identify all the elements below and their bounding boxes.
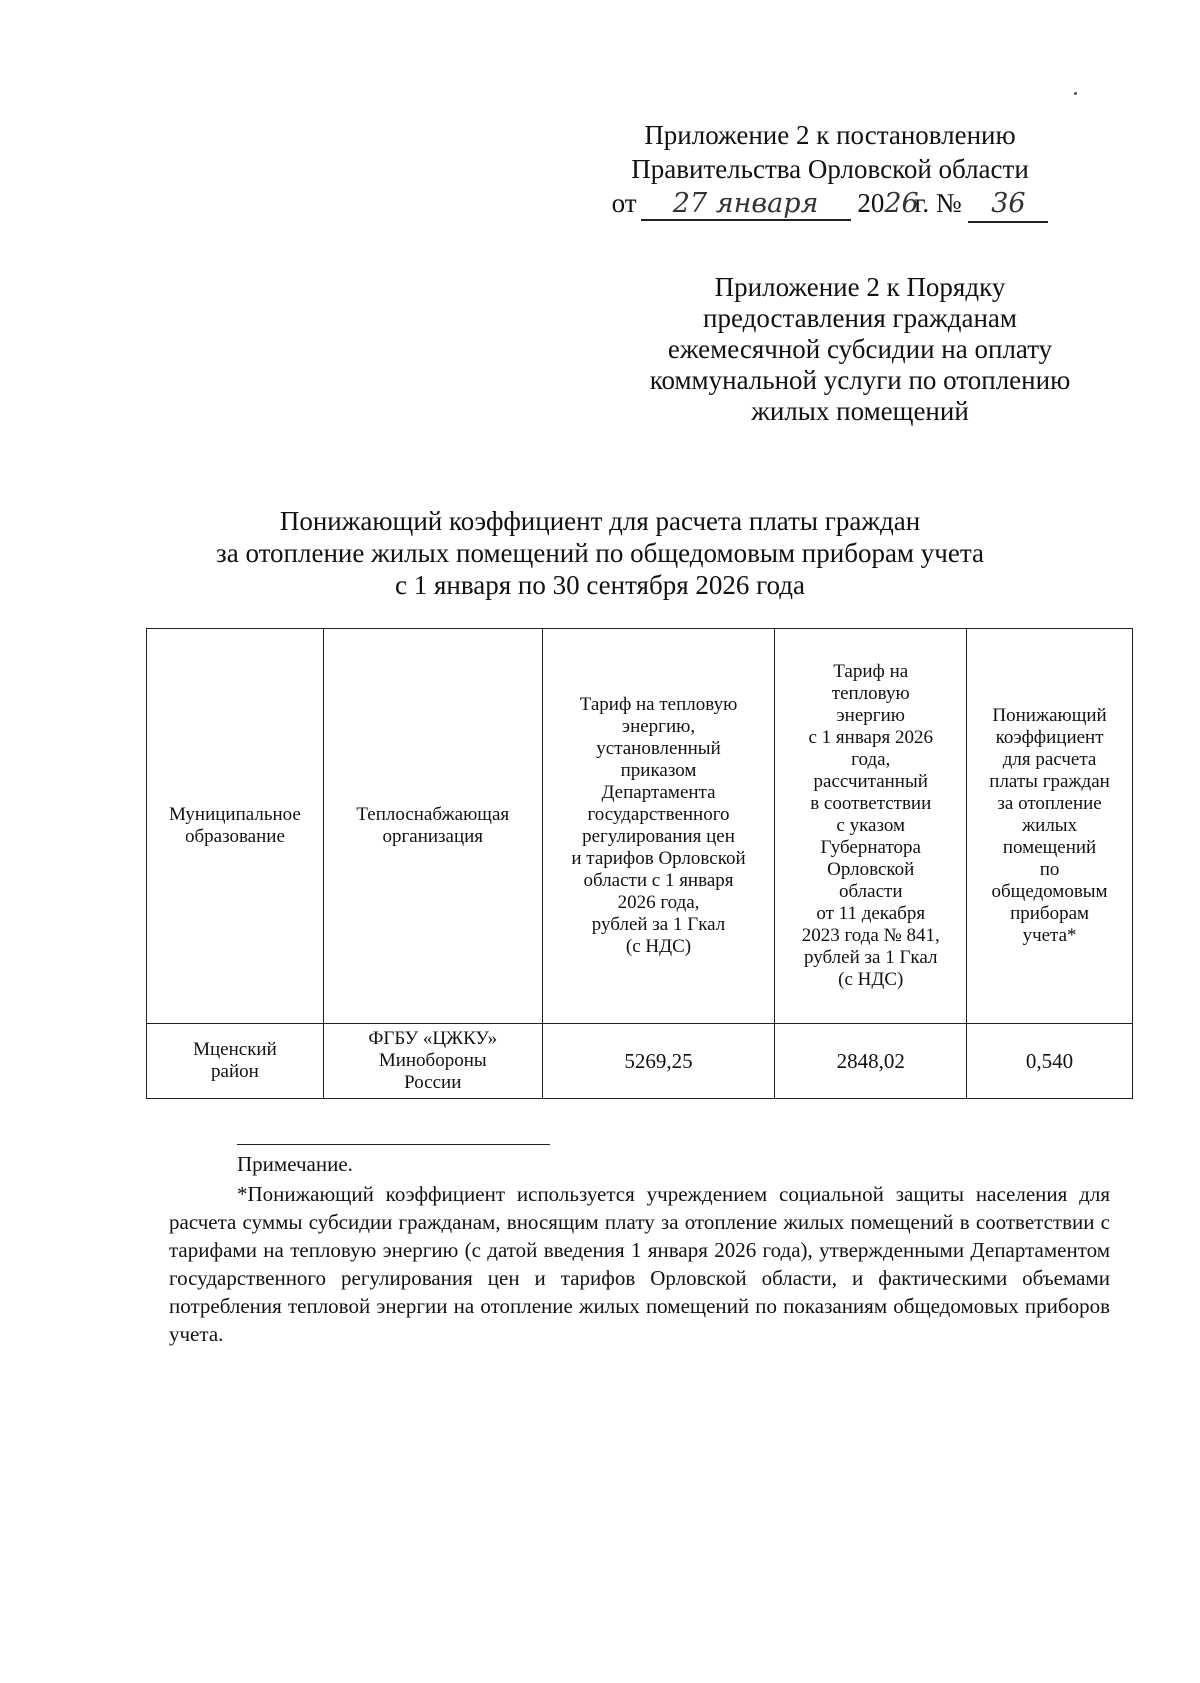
- note-text: *Понижающий коэффициент используется учреждением социальной защиты населения для расчета суммы субсидии гражданам, вносящим плату за отопление жилых помещений в соответствии с тарифами на тепловую энергию (с датой введения 1 января 2026 года), утвержденными Департаментом государственного регулирования цен и тарифов Орловской области, и фактическими объемами потребления тепловой энергии на отопление жилых помещений по показаниям общедомовых приборов учета.: [169, 1182, 1110, 1346]
- cell-coefficient: 0,540: [967, 1024, 1133, 1099]
- header-municipality: Муниципальное образование: [147, 629, 324, 1024]
- scan-mark: [1074, 92, 1077, 95]
- order-appendix-line: ежемесячной субсидии на оплату: [667, 334, 1053, 364]
- order-appendix-line: коммунальной услуги по отоплению: [649, 365, 1071, 395]
- document-title: [140, 505, 1060, 601]
- resolution-date-line: [560, 186, 1100, 223]
- header-tariff-governor: Тариф на тепловую энергию с 1 января 2026 года, рассчитанный в соответствии с указом Губернатора Орловской области от 11 декабря 2023 года № 841, рублей за 1 Гкал (с НДС): [775, 629, 967, 1024]
- cell-municipality: Мценский район: [147, 1024, 324, 1099]
- order-appendix-header: [620, 272, 1100, 427]
- table-row: [147, 1024, 1133, 1099]
- cell-tariff-governor: 2848,02: [775, 1024, 967, 1099]
- footnote-divider: [237, 1144, 550, 1145]
- title-line: за отопление жилых помещений по общедомовым приборам учета: [216, 538, 984, 568]
- cell-organization: ФГБУ «ЦЖКУ» Минобороны России: [323, 1024, 542, 1099]
- title-line: Понижающий коэффициент для расчета платы граждан: [279, 506, 921, 536]
- year-prefix: 20: [857, 188, 885, 218]
- resolution-appendix-line: Правительства Орловской области: [631, 154, 1029, 184]
- order-appendix-line: Приложение 2 к Порядку: [714, 272, 1006, 302]
- note-label: Примечание.: [237, 1152, 353, 1176]
- header-tariff-department: Тариф на тепловую энергию, установленный приказом Департамента государственного регулирования цен и тарифов Орловской области с 1 января 2026 года, рублей за 1 Гкал (с НДС): [542, 629, 775, 1024]
- title-line: с 1 января по 30 сентября 2026 года: [395, 570, 805, 600]
- resolution-appendix-line: Приложение 2 к постановлению: [644, 120, 1016, 150]
- order-appendix-line: предоставления гражданам: [703, 303, 1017, 333]
- header-organization: Теплоснабжающая организация: [323, 629, 542, 1024]
- handwritten-year: 26: [884, 188, 919, 219]
- header-coefficient: Понижающий коэффициент для расчета платы граждан за отопление жилых помещений по общедомовым приборам учета*: [967, 629, 1133, 1024]
- handwritten-date: 27 января: [641, 189, 851, 221]
- handwritten-number: 36: [968, 187, 1048, 223]
- date-prefix: от: [611, 188, 637, 218]
- order-appendix-line: жилых помещений: [751, 396, 969, 426]
- table-header-row: [147, 629, 1133, 1024]
- coefficient-table: [146, 628, 1133, 1099]
- year-suffix: г. №: [914, 188, 962, 218]
- cell-tariff-department: 5269,25: [542, 1024, 775, 1099]
- resolution-appendix-header: [560, 118, 1100, 223]
